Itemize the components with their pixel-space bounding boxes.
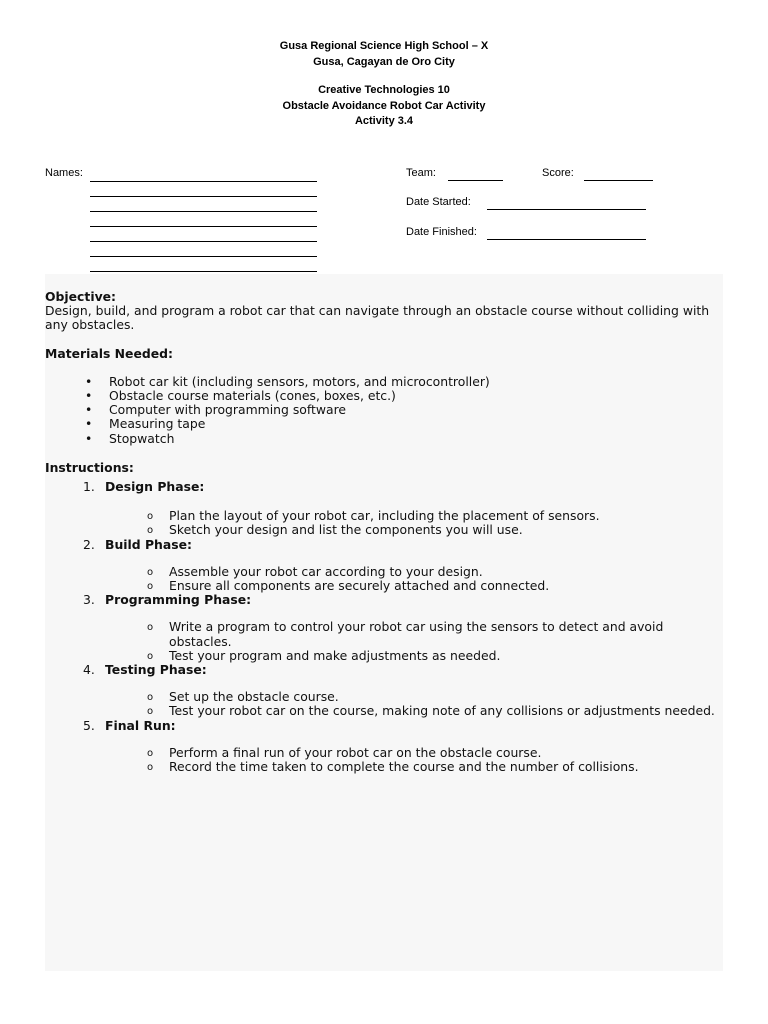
name-line[interactable]: [90, 256, 317, 272]
team-input-line[interactable]: [448, 169, 503, 181]
name-line[interactable]: [90, 226, 317, 242]
step-number: 1.: [83, 479, 95, 495]
name-line[interactable]: [90, 166, 317, 182]
list-item: o Test your robot car on the course, making note of any collisions or adjustments needed.: [45, 704, 723, 718]
list-item: • Measuring tape: [45, 417, 723, 431]
step-items: [45, 565, 723, 593]
list-item: • Computer with programming software: [45, 403, 723, 417]
instructions-heading: Instructions:: [45, 459, 134, 475]
team-field: [406, 166, 503, 181]
list-item: • Stopwatch: [45, 432, 723, 446]
step-items: [45, 746, 723, 774]
objective-text: Design, build, and program a robot car that can navigate through an obstacle course without colliding with any obstacles.: [45, 303, 710, 333]
date-started-field: [406, 195, 646, 210]
activity-title: Obstacle Avoidance Robot Car Activity: [282, 99, 486, 112]
score-input-line[interactable]: [584, 169, 653, 181]
objective-heading: Objective:: [45, 289, 117, 304]
activity-number: Activity 3.4: [354, 115, 414, 127]
list-item: o Sketch your design and list the components you will use.: [45, 523, 723, 537]
name-line[interactable]: [90, 196, 317, 212]
school-location: Gusa, Cagayan de Oro City: [313, 55, 455, 68]
step-title: Design Phase:: [105, 479, 205, 495]
list-item: o Assemble your robot car according to your design.: [45, 565, 723, 579]
step-title: Testing Phase:: [105, 662, 207, 678]
step-number: 2.: [83, 536, 95, 552]
list-item: o Plan the layout of your robot car, including the placement of sensors.: [45, 509, 723, 523]
names-label: Names:: [45, 167, 83, 179]
date-finished-input-line[interactable]: [487, 228, 646, 240]
step-title: Programming Phase:: [105, 592, 252, 608]
materials-heading: Materials Needed:: [45, 345, 173, 361]
step-design: [45, 480, 723, 538]
list-item: • Obstacle course materials (cones, boxes, etc.): [45, 389, 723, 403]
names-lines: [90, 166, 317, 271]
list-item: o Record the time taken to complete the course and the number of collisions.: [45, 760, 723, 774]
step-testing: [45, 663, 723, 719]
list-item: o Perform a final run of your robot car on the obstacle course.: [45, 746, 723, 760]
date-started-label: Date Started:: [406, 196, 471, 208]
step-items: [45, 620, 723, 663]
score-field: [542, 166, 653, 181]
list-item: o Ensure all components are securely attached and connected.: [45, 579, 723, 593]
step-number: 4.: [83, 662, 95, 678]
score-label: Score:: [542, 167, 574, 179]
list-item: o Write a program to control your robot car using the sensors to detect and avoid obstacles.: [45, 620, 723, 648]
name-line[interactable]: [90, 241, 317, 257]
school-name: Gusa Regional Science High School – X: [279, 40, 489, 52]
step-build: [45, 538, 723, 594]
step-programming: [45, 593, 723, 663]
name-line[interactable]: [90, 181, 317, 197]
date-started-input-line[interactable]: [487, 198, 646, 210]
name-line[interactable]: [90, 211, 317, 227]
step-number: 3.: [83, 592, 95, 608]
list-item: • Robot car kit (including sensors, motors, and microcontroller): [45, 375, 723, 389]
step-items: [45, 509, 723, 537]
step-number: 5.: [83, 717, 95, 733]
date-finished-label: Date Finished:: [406, 226, 477, 238]
date-finished-field: [406, 225, 646, 240]
step-title: Final Run:: [105, 717, 176, 733]
list-item: o Test your program and make adjustments as needed.: [45, 649, 723, 663]
activity-content: [45, 290, 723, 774]
names-section: [45, 166, 317, 271]
materials-list: [45, 375, 723, 446]
document-header: [0, 39, 768, 130]
step-items: [45, 690, 723, 718]
list-item: o Set up the obstacle course.: [45, 690, 723, 704]
step-final-run: [45, 719, 723, 775]
step-title: Build Phase:: [105, 536, 192, 552]
team-label: Team:: [406, 167, 436, 179]
subject-title: Creative Technologies 10: [318, 84, 450, 96]
instruction-steps: [45, 480, 723, 774]
